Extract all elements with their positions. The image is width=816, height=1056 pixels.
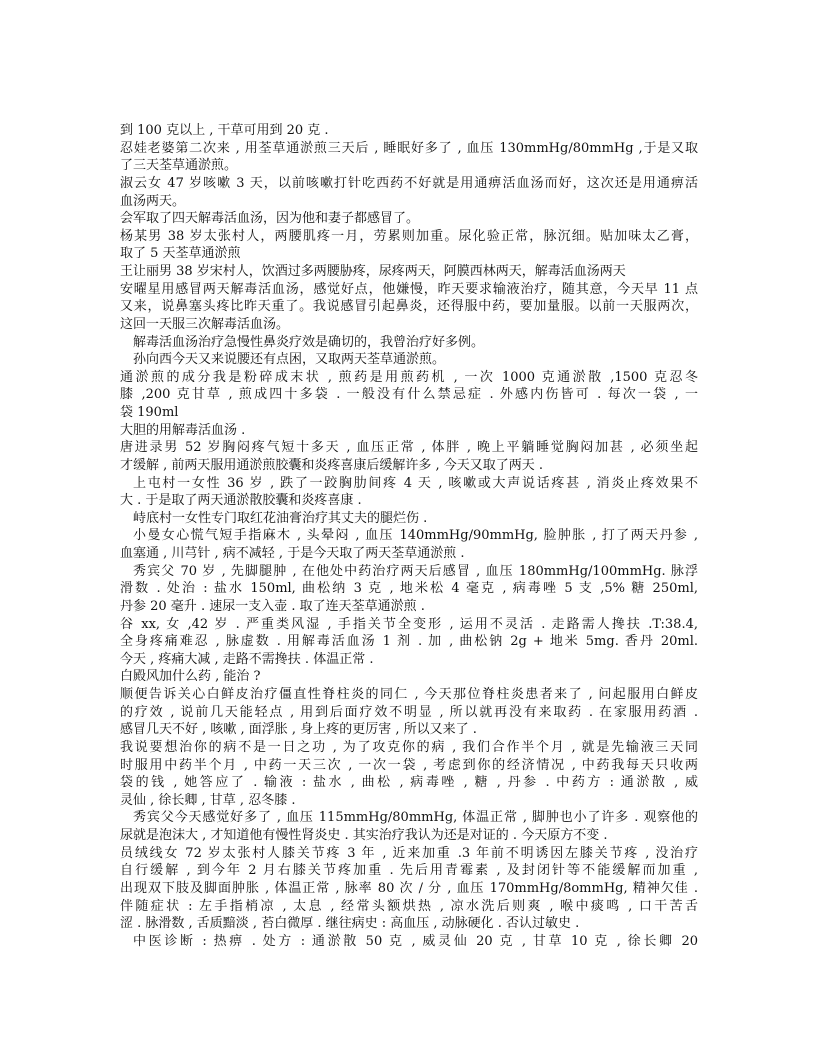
text-line: 谷 xx, 女 ,42 岁 . 严重类风湿 , 手指关节全变形 , 运用不灵活 . 走路需人搀扶 .T:38.4, bbox=[120, 616, 698, 632]
text-line: 我说要想治你的病不是一日之功 , 为了攻克你的病 , 我们合作半个月 , 就是先输液三天同 bbox=[120, 739, 698, 755]
text-line: 涩 . 脉滑数 , 舌质黯淡 , 苔白微厚 . 继往病史 : 高血压 , 动脉硬化 . 否认过敏史 . bbox=[120, 916, 580, 932]
text-line: 袋的钱 , 她答应了 . 输液 : 盐水 , 曲松 , 病毒唑 , 糖 , 丹参 . 中药方 : 通淤散 , 威 bbox=[120, 775, 698, 791]
text-line: 膝 ,200 克甘草 , 煎成四十多袋 . 一般没有什么禁忌症 . 外感内伤皆可 . 每次一袋 , 一 bbox=[120, 387, 698, 403]
text-line: 伴随症状 : 左手指梢凉 , 太息 , 经常头额烘热 , 凉水洗后则爽 , 喉中痰鸣 , 口干苦舌 bbox=[120, 898, 698, 914]
text-line: 白殿风加什么药 , 能治 ? bbox=[120, 669, 261, 685]
text-line: 了三天荃草通淤煎。 bbox=[120, 158, 238, 174]
text-line: 杨某男 38 岁太张村人，两腰肌疼一月，劳累则加重。尿化验正常，脉沉细。贴加味太乙膏， bbox=[120, 228, 698, 244]
text-line: 顺便告诉关心白鲜皮治疗僵直性脊柱炎的同仁 , 今天那位脊柱炎患者来了 , 问起服用白鲜皮 bbox=[120, 687, 698, 702]
text-line: 血塞通 , 川芎针 , 病不减轻 , 于是今天取了两天荃草通淤煎 . bbox=[120, 546, 465, 561]
text-line: 峙底村一女性专门取红花油膏治疗其丈夫的腿烂伤 . bbox=[133, 510, 428, 526]
text-line: 才缓解 , 前两天服用通淤煎胶囊和炎疼喜康后缓解许多 , 今天又取了两天 . bbox=[120, 457, 544, 473]
text-line: 灵仙 , 徐长卿 , 甘草 , 忍冬膝 . bbox=[120, 792, 296, 808]
text-line: 的疗效 , 说前几天能轻点 , 用到后面疗效不明显 , 所以就再没有来取药 . 在家服用药酒 . bbox=[120, 704, 698, 720]
text-line: 中医诊断 : 热痹 . 处方 : 通淤散 50 克 , 威灵仙 20 克 , 甘草 10 克 , 徐长卿 20 bbox=[133, 933, 698, 949]
text-line: 员绒线女 72 岁太张村人膝关节疼 3 年 , 近来加重 .3 年前不明诱因左膝关节疼 , 没治疗 bbox=[120, 845, 698, 861]
text-line: 袋 190ml bbox=[120, 405, 179, 420]
text-line: 这回一天服三次解毒活血汤。 bbox=[120, 316, 290, 332]
text-line: 唐进录男 52 岁胸闷疼气短十多天 , 血压正常 , 体胖 , 晚上平躺睡觉胸闷加甚 , 必须坐起 bbox=[120, 440, 698, 456]
text-line: 到 100 克以上 , 干草可用到 20 克 . bbox=[120, 123, 329, 138]
text-line: 通淤煎的成分我是粉碎成末状 , 煎药是用煎药机 , 一次 1000 克通淤散 ,1500 克忍冬 bbox=[120, 369, 698, 385]
text-line: 自行缓解 , 到今年 2 月右膝关节疼加重 . 先后用青霉素 , 及封闭针等不能缓解而加重 , bbox=[120, 863, 698, 879]
text-line: 出现双下肢及脚面肿胀 , 体温正常 , 脉率 80 次 / 分 , 血压 170mmHg/8ommHg, 精神欠佳 . bbox=[120, 880, 698, 896]
text-line: 安曜星用感冒两天解毒活血汤，感觉好点，他嫌慢，昨天要求输液治疗，随其意，今天早 11 点 bbox=[120, 281, 698, 297]
text-line: 取了 5 天荃草通淤煎 bbox=[120, 246, 241, 262]
text-line: 血汤两天。 bbox=[120, 193, 186, 209]
text-line: 尿就是泡沫大 , 才知道他有慢性肾炎史 . 其实治疗我认为还是对证的 . 今天原方不变 . bbox=[120, 828, 608, 843]
text-line: 秀宾父今天感觉好多了 , 血压 115mmHg/80mmHg, 体温正常 , 脚肿也小了许多 . 观察他的 bbox=[133, 810, 698, 826]
text-line: 时服用中药半个月 , 中药一天三次 , 一次一袋 , 考虑到你的经济情况 , 中药我每天只收两 bbox=[120, 757, 698, 773]
text-line: 今天 , 疼痛大减 , 走路不需搀扶 . 体温正常 . bbox=[120, 651, 374, 667]
text-line: 丹参 20 毫升 . 速尿一支入壶 . 取了连天荃草通淤煎 . bbox=[120, 598, 425, 614]
text-line: 大胆的用解毒活血汤 . bbox=[120, 422, 246, 438]
text-line: 秀宾父 70 岁 , 先脚腿肿 , 在他处中药治疗两天后感冒 , 血压 180mmHg/100mmHg. 脉浮 bbox=[133, 563, 698, 579]
text-line: 王让丽男 38 岁宋村人，饮酒过多两腰胁疼，尿疼两天，阿膜西林两天，解毒活血汤两天 bbox=[120, 264, 626, 279]
text-line: 大 . 于是取了两天通淤散胶囊和炎疼喜康 . bbox=[120, 493, 362, 509]
text-line: 全身疼痛难忍 , 脉虚数 . 用解毒活血汤 1 剂 . 加 , 曲松钠 2g + 地米 5mg. 香丹 20ml. bbox=[120, 634, 698, 650]
text-line: 淑云女 47 岁咳嗽 3 天，以前咳嗽打针吃西药不好就是用通痹活血汤而好，这次还是用通痹活 bbox=[120, 175, 698, 191]
text-line: 上屯村一女性 36 岁 , 跌了一跤胸肋间疼 4 天 , 咳嗽或大声说话疼甚 , 消炎止疼效果不 bbox=[133, 475, 698, 491]
text-line: 感冒几天不好 , 咳嗽 , 面浮胀 , 身上疼的更厉害 , 所以又来了 . bbox=[120, 722, 477, 738]
text-line: 小曼女心慌气短手指麻木 , 头晕闷 , 血压 140mmHg/90mmHg, 脸肿胀 , 打了两天丹参 , bbox=[133, 528, 698, 544]
text-line: 孙向西今天又来说腰还有点困，又取两天荃草通淤煎。 bbox=[133, 352, 446, 368]
text-line: 又来，说鼻塞头疼比昨天重了。我说感冒引起鼻炎，还得服中药，要加量服。以前一天服两次， bbox=[120, 299, 698, 315]
document-body bbox=[120, 122, 698, 950]
text-line: 忍娃老婆第二次来 , 用荃草通淤煎三天后 , 睡眠好多了 , 血压 130mmHg/80mmHg ,于是又取 bbox=[120, 140, 698, 156]
text-line: 会军取了四天解毒活血汤，因为他和妻子都感冒了。 bbox=[120, 211, 420, 227]
text-line: 滑数 . 处治 : 盐水 150ml, 曲松纳 3 克 , 地米松 4 毫克 , 病毒唑 5 支 ,5% 糖 250ml, bbox=[120, 581, 698, 597]
text-line: 解毒活血汤治疗急慢性鼻炎疗效是确切的，我曾治疗好多例。 bbox=[133, 334, 485, 350]
